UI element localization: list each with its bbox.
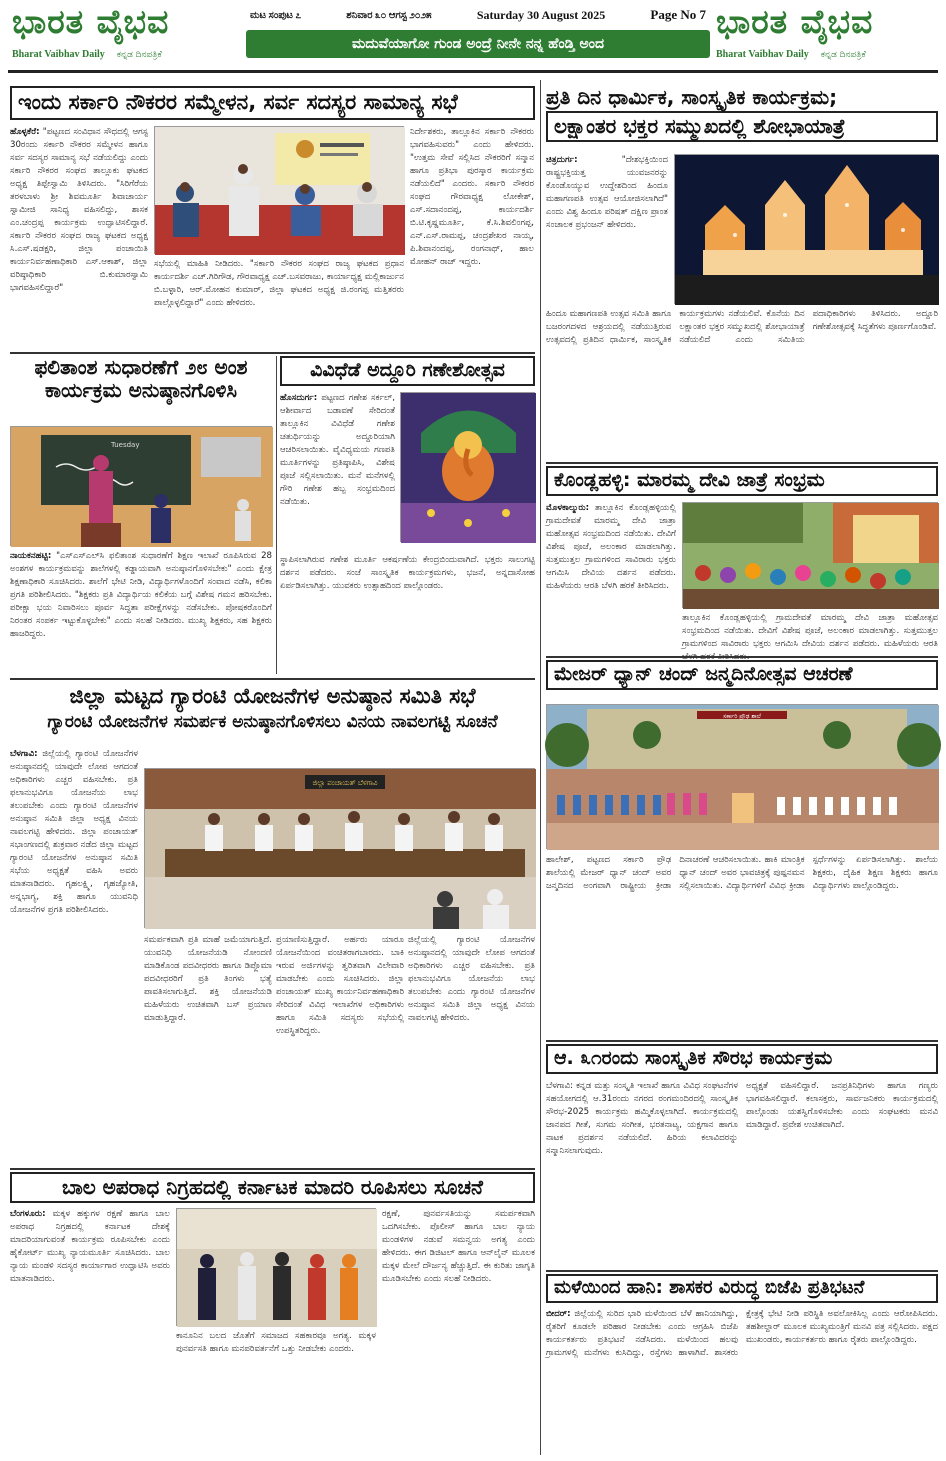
headline: ಜಿಲ್ಲಾ ಮಟ್ಟದ ಗ್ಯಾರಂಟಿ ಯೋಜನೆಗಳ ಅನುಷ್ಠಾನ ಸಮಿತಿ ಸಭೆ bbox=[69, 684, 476, 708]
headline: ಇಂದು ಸರ್ಕಾರಿ ನೌಕರರ ಸಮ್ಮೇಳನ, ಸರ್ವ ಸದಸ್ಯರ ಸಾಮಾನ್ಯ ಸಭೆ bbox=[10, 86, 535, 120]
story-text bbox=[280, 392, 395, 552]
dateline: ಚಿತ್ರದುರ್ಗ: bbox=[546, 155, 578, 165]
story-text: ನಿರ್ದೇಶಕರು, ತಾಲ್ಲೂಕಿನ ಸರ್ಕಾರಿ ನೌಕರರು ಭಾಗವಹಿಸುವರು" ಎಂದು ಹೇಳಿದರು. "ಉತ್ತಮ ಸೇವೆ ಸಲ್ಲಿಸಿದ ನೌಕರರಿಗೆ ಸನ್ಮಾನ ಹಾಗೂ ಪ್ರತಿಭಾ ಪುರಸ್ಕಾರ ಕಾರ್ಯಕ್ರಮ ನಡೆಯಲಿದೆ" ಎಂದರು. ಸರ್ಕಾರಿ ನೌಕರರ ಸಂಘದ ಗೌರವಾಧ್ಯಕ್ಷ ಲೋಕೇಶ್, ಎಸ್.ಸದಾನಂದಪ್ಪ, ಕಾರ್ಯದರ್ಶಿ ಬಿ.ಟಿ.ಕೃಷ್ಣಮೂರ್ತಿ, ಕೆ.ಸಿ.ಶಿವಲಿಂಗಪ್ಪ, ಎನ್.ಎಸ್.ರಾಮಪ್ಪ, ಚಂದ್ರಶೇಖರ ನಾಯ್ಕ, ಪಿ.ಶಿವಾನಂದಪ್ಪ, ರಂಗನಾಥ್, ಹಾಲ ಮೋಹನ್ ರಾಜ್ ಇದ್ದರು. bbox=[410, 127, 534, 267]
officials-meeting-photo bbox=[154, 126, 404, 254]
subheadline: ಗ್ಯಾರಂಟಿ ಯೋಜನೆಗಳ ಸಮರ್ಪಕ ಅನುಷ್ಠಾನಗೊಳಿಸಲು ವಿನಯ ನಾವಲಗಟ್ಟಿ ಸೂಚನೆ bbox=[47, 712, 498, 733]
story-text bbox=[546, 154, 668, 304]
headline: ಮೇಜರ್ ಧ್ಯಾನ್ ಚಂದ್ ಜನ್ಮದಿನೋತ್ಸವ ಆಚರಣೆ bbox=[546, 660, 938, 690]
headline: ಆ. ೩೧ರಂದು ಸಾಂಸ್ಕೃತಿಕ ಸೌರಭ ಕಾರ್ಯಕ್ರಮ bbox=[546, 1044, 938, 1074]
dateline: ಬೀದರ್: bbox=[546, 1309, 571, 1319]
story-text: ಕಾನೂನಿನ ಬಲದ ಜೊತೆಗೆ ಸಮಾಜದ ಸಹಕಾರವೂ ಅಗತ್ಯ. ಮಕ್ಕಳ ಪುನರ್ವಸತಿ ಹಾಗೂ ಮನಪರಿವರ್ತನೆಗೆ ಒತ್ತು ನೀಡಬೇಕು ಎಂದರು. bbox=[176, 1331, 376, 1354]
section-rule bbox=[10, 352, 535, 354]
tagline-banner: ಮದುವೆಯಾಗೋ ಗುಂಡ ಅಂದ್ರೆ ನೀನೇ ನನ್ನ ಹೆಂಡ್ತಿ ಅಂದ bbox=[246, 30, 710, 58]
dateline: ನಾಯಕನಹಟ್ಟಿ: bbox=[10, 551, 52, 561]
issue-date-kannada: ಶನಿವಾರ ೩೦ ಆಗಸ್ಟ ೨೦೨೫ bbox=[346, 9, 432, 21]
jatre-crowd-photo bbox=[682, 502, 938, 608]
dateline: ಬೆಂಗಳೂರು: bbox=[10, 1209, 46, 1219]
board-text: Tuesday bbox=[111, 441, 140, 449]
story-text bbox=[10, 1208, 170, 1456]
headline: ಬಾಲ ಅಪರಾಧ ನಿಗ್ರಹದಲ್ಲಿ ಕರ್ನಾಟಕ ಮಾದರಿ ರೂಪಿಸಲು ಸೂಚನೆ bbox=[10, 1172, 535, 1203]
newspaper-logo-right bbox=[716, 2, 946, 64]
story-text bbox=[10, 748, 138, 1162]
story-text bbox=[546, 1308, 938, 1456]
section-rule bbox=[10, 678, 535, 680]
logo-subtitle: Bharat Vaibhav Daily bbox=[716, 49, 809, 60]
story-text: ಅಧ್ಯಕ್ಷತೆ ವಹಿಸಲಿದ್ದಾರೆ. ಜನಪ್ರತಿನಿಧಿಗಳು ಹಾಗೂ ಗಣ್ಯರು ಭಾಗವಹಿಸಲಿದ್ದಾರೆ. ಕಲಾಸಕ್ತರು, ಸಾರ್ವಜನಿಕರು ಕಾರ್ಯಕ್ರಮದಲ್ಲಿ ಪಾಲ್ಗೊಂಡು ಯಶಸ್ವಿಗೊಳಿಸಬೇಕು ಎಂದು ಸಂಘಟಕರು ಮನವಿ ಮಾಡಿದ್ದಾರೆ. ಪ್ರವೇಶ ಉಚಿತವಾಗಿದೆ. bbox=[746, 1081, 938, 1130]
story-body: ಜಿಲ್ಲೆಯಲ್ಲಿ ಸುರಿದ ಭಾರಿ ಮಳೆಯಿಂದ ಬೆಳೆ ಹಾನಿಯಾಗಿದ್ದು, ರೈತರಿಗೆ ಕೂಡಲೇ ಪರಿಹಾರ ನೀಡಬೇಕು ಎಂದು ಆಗ್ರಹಿಸಿ ಬಿಜೆಪಿ ಕಾರ್ಯಕರ್ತರು ಪ್ರತಿಭಟನೆ ನಡೆಸಿದರು. ಮಳೆಯಿಂದ ಹಲವು ಗ್ರಾಮಗಳಲ್ಲಿ ಮನೆಗಳು ಕುಸಿದಿದ್ದು, ರಸ್ತೆಗಳು ಹಾಳಾಗಿವೆ. ಶಾಸಕರು ಕ್ಷೇತ್ರಕ್ಕೆ ಭೇಟಿ ನೀಡಿ ಪರಿಸ್ಥಿತಿ ಅವಲೋಕಿಸಿಲ್ಲ ಎಂದು ಆರೋಪಿಸಿದರು. ತಹಶೀಲ್ದಾರ್ ಮೂಲಕ ಮುಖ್ಯಮಂತ್ರಿಗೆ ಮನವಿ ಪತ್ರ ಸಲ್ಲಿಸಿದರು. ಪಕ್ಷದ ಮುಖಂಡರು, ಕಾರ್ಯಕರ್ತರು ಹಾಗೂ ರೈತರು ಪಾಲ್ಗೊಂಡಿದ್ದರು. bbox=[546, 1309, 938, 1358]
story-text bbox=[10, 550, 272, 672]
story-text: ಸಭೆಯಲ್ಲಿ ಮಾಹಿತಿ ನೀಡಿದರು. "ಸರ್ಕಾರಿ ನೌಕರರ ಸಂಘದ ರಾಜ್ಯ ಘಟಕದ ಪ್ರಧಾನ ಕಾರ್ಯದರ್ಶಿ ಎಚ್.ಗಿರಿಗೌಡ, ಗೌರವಾಧ್ಯಕ್ಷ ಎಚ್.ಬಸವರಾಜು, ಕಾರ್ಯಾಧ್ಯಕ್ಷ ಮಲ್ಲಿಕಾರ್ಜುನ ಬಿ.ಬಳ್ಳಾರಿ, ಆರ್.ಮೋಹನ ಕುಮಾರ್, ಜಿಲ್ಲಾ ಘಟಕದ ಅಧ್ಯಕ್ಷ ಜಿ.ರಂಗಪ್ಪ ಮತ್ತಿತರರು ಪಾಲ್ಗೊಳ್ಳಲಿದ್ದಾರೆ" ಎಂದು ಹೇಳಿದರು. bbox=[154, 259, 404, 308]
section-rule bbox=[546, 1040, 938, 1042]
headline: ಮಳೆಯಿಂದ ಹಾನಿ: ಶಾಸಕರ ವಿರುದ್ಧ ಬಿಜೆಪಿ ಪ್ರತಿಭಟನೆ bbox=[546, 1274, 938, 1303]
issue-volume: ಮಟ ಸಂಪುಟ ೭ bbox=[250, 9, 302, 21]
logo-subtitle-kannada: ಕನ್ನಡ ದಿನಪತ್ರಿಕೆ bbox=[116, 50, 162, 60]
headline-line-2: ಲಕ್ಷಾಂತರ ಭಕ್ತರ ಸಮ್ಮುಖದಲ್ಲಿ ಶೋಭಾಯಾತ್ರೆ bbox=[546, 111, 938, 142]
headline-line-1: ಫಲಿತಾಂಶ ಸುಧಾರಣೆಗೆ ೨೮ ಅಂಶ bbox=[34, 355, 248, 379]
story-text bbox=[546, 502, 676, 650]
story-body: ಪಟ್ಟಣದ ಗಣೇಶ ಸರ್ಕಲ್, ಆಶೀರ್ವಾದ ಬಡಾವಣೆ ಸೇರಿದಂತೆ ತಾಲ್ಲೂಕಿನ ವಿವಿಧೆಡೆ ಗಣೇಶ ಚತುರ್ಥಿಯನ್ನು ಅದ್ದೂರಿಯಾಗಿ ಆಚರಿಸಲಾಯಿತು. ವೈವಿಧ್ಯಮಯ ಗಣಪತಿ ಮೂರ್ತಿಗಳನ್ನು ಪ್ರತಿಷ್ಠಾಪಿಸಿ, ವಿಶೇಷ ಪೂಜೆ ಸಲ್ಲಿಸಲಾಯಿತು. ಮನೆ ಮನೆಗಳಲ್ಲಿ ಗೌರಿ ಗಣೇಶ ಹಬ್ಬ ಸಂಭ್ರಮದಿಂದ ನಡೆಯಿತು. bbox=[280, 393, 396, 507]
story-text: ಹಾಲೇಶ್, ಪಟ್ಟಣದ ಸರ್ಕಾರಿ ಪ್ರೌಢ ಶಾಲೆಯಲ್ಲಿ ಮೇಜರ್ ಧ್ಯಾನ್ ಚಂದ್ ಅವರ ಜನ್ಮದಿನದ ಅಂಗವಾಗಿ ರಾಷ್ಟ್ರೀಯ ಕ್ರೀಡಾ ದಿನಾಚರಣೆ ಆಚರಿಸಲಾಯಿತು. ಹಾಕಿ ಮಾಂತ್ರಿಕ ಧ್ಯಾನ್ ಚಂದ್ ಅವರ ಭಾವಚಿತ್ರಕ್ಕೆ ಪುಷ್ಪನಮನ ಸಲ್ಲಿಸಲಾಯಿತು. ವಿದ್ಯಾರ್ಥಿಗಳಿಗೆ ವಿವಿಧ ಕ್ರೀಡಾ ಸ್ಪರ್ಧೆಗಳನ್ನು ಏರ್ಪಡಿಸಲಾಗಿತ್ತು. ಶಾಲೆಯ ಶಿಕ್ಷಕರು, ದೈಹಿಕ ಶಿಕ್ಷಣ ಶಿಕ್ಷಕರು ಹಾಗೂ ವಿದ್ಯಾರ್ಥಿಗಳು ಪಾಲ್ಗೊಂಡಿದ್ದರು. bbox=[546, 855, 938, 891]
meeting-board-text: ಜಿಲ್ಲಾ ಪಂಚಾಯತ್ ಬೆಳಗಾವಿ bbox=[312, 779, 378, 787]
story-dhyan-chand bbox=[546, 660, 938, 1036]
headline: ವಿವಿಧೆಡೆ ಅದ್ದೂರಿ ಗಣೇಶೋತ್ಸವ bbox=[280, 356, 535, 386]
classroom-photo bbox=[10, 426, 272, 546]
masthead-rule bbox=[8, 70, 938, 73]
story-body: ಮಕ್ಕಳ ಹಕ್ಕುಗಳ ರಕ್ಷಣೆ ಹಾಗೂ ಬಾಲ ಅಪರಾಧ ನಿಗ್ರಹದಲ್ಲಿ ಕರ್ನಾಟಕ ದೇಶಕ್ಕೆ ಮಾದರಿಯಾಗುವಂತೆ ಕಾರ್ಯಕ್ರಮ ರೂಪಿಸಬೇಕು ಎಂದು ಹೈಕೋರ್ಟ್ ಮುಖ್ಯ ನ್ಯಾಯಮೂರ್ತಿ ಸೂಚಿಸಿದರು. ಬಾಲ ನ್ಯಾಯ ಮಂಡಳಿ ಸದಸ್ಯರ ಕಾರ್ಯಾಗಾರ ಉದ್ಘಾಟಿಸಿ ಅವರು ಮಾತನಾಡಿದರು. bbox=[10, 1209, 170, 1284]
story-body: ಜಿಲ್ಲಾ ಪಂಚಾಯತ್ ಸಭಾಂಗಣದಲ್ಲಿ ಶುಕ್ರವಾರ ನಡೆದ ಜಿಲ್ಲಾ ಮಟ್ಟದ ಗ್ಯಾರಂಟಿ ಯೋಜನೆಗಳ ಅನುಷ್ಠಾನ ಸಮಿತಿ ಸಭೆಯ ಅಧ್ಯಕ್ಷತೆ ವಹಿಸಿ ಅವರು ಮಾತನಾಡಿದರು. ಗೃಹಲಕ್ಷ್ಮಿ, ಗೃಹಜ್ಯೋತಿ, ಅನ್ನಭಾಗ್ಯ, ಶಕ್ತಿ ಹಾಗೂ ಯುವನಿಧಿ ಯೋಜನೆಗಳ ಪ್ರಗತಿ ಪರಿಶೀಲಿಸಿದರು. bbox=[10, 827, 138, 915]
logo-subtitle-kannada: ಕನ್ನಡ ದಿನಪತ್ರಿಕೆ bbox=[820, 50, 866, 60]
award-ceremony-photo bbox=[176, 1208, 376, 1326]
story-maramma-jatre bbox=[546, 466, 938, 652]
section-rule bbox=[546, 656, 938, 658]
dateline: ಹೊಸದುರ್ಗ: bbox=[280, 393, 318, 403]
illuminated-temple-photo bbox=[674, 154, 938, 304]
story-shobhayatre bbox=[546, 86, 938, 458]
story-body: ಜಿಲ್ಲೆಯಲ್ಲಿ ಗ್ಯಾರಂಟಿ ಯೋಜನೆಗಳ ಅನುಷ್ಠಾನದಲ್ಲಿ ಯಾವುದೇ ಲೋಪ ಆಗದಂತೆ ಅಧಿಕಾರಿಗಳು ಎಚ್ಚರ ವಹಿಸಬೇಕು. ಪ್ರತಿ ಫಲಾನುಭವಿಗೂ ಯೋಜನೆಯ ಲಾಭ ತಲುಪಬೇಕು ಎಂದು ಗ್ಯಾರಂಟಿ ಯೋಜನೆಗಳ ಅನುಷ್ಠಾನ ಸಮಿತಿ ಜಿಲ್ಲಾ ಅಧ್ಯಕ್ಷ ವಿನಯ ನಾವಲಗಟ್ಟಿ ಹೇಳಿದರು. bbox=[10, 749, 139, 837]
story-text: ಸ್ಥಾಪಿಸಲಾಗಿರುವ ಗಣೇಶ ಮೂರ್ತಿ ಆಕರ್ಷಣೆಯ ಕೇಂದ್ರಬಿಂದುವಾಗಿದೆ. ಭಕ್ತರು ಸಾಲುಗಟ್ಟಿ ದರ್ಶನ ಪಡೆದರು. ಸಂಜೆ ಸಾಂಸ್ಕೃತಿಕ ಕಾರ್ಯಕ್ರಮಗಳು, ಭಜನೆ, ಅನ್ನದಾಸೋಹ ಏರ್ಪಡಿಸಲಾಗಿತ್ತು. ಯುವಕರು ಉತ್ಸಾಹದಿಂದ ಪಾಲ್ಗೊಂಡರು. bbox=[280, 555, 535, 591]
story-ganeshotsava bbox=[280, 356, 535, 674]
section-rule bbox=[546, 1270, 938, 1272]
story-text: ಜಿಲ್ಲೆಯಲ್ಲಿ ಗ್ಯಾರಂಟಿ ಯೋಜನೆಗಳ ಅನುಷ್ಠಾನದಲ್ಲಿ ಯಾವುದೇ ಲೋಪ ಆಗದಂತೆ ಅಧಿಕಾರಿಗಳು ಎಚ್ಚರ ವಹಿಸಬೇಕು. ಪ್ರತಿ ಫಲಾನುಭವಿಗೂ ಯೋಜನೆಯ ಲಾಭ ತಲುಪಬೇಕು ಎಂದು ಗ್ಯಾರಂಟಿ ಯೋಜನೆಗಳ ಅನುಷ್ಠಾನ ಸಮಿತಿ ಜಿಲ್ಲಾ ಅಧ್ಯಕ್ಷ ವಿನಯ ನಾವಲಗಟ್ಟಿ ಹೇಳಿದರು. bbox=[408, 935, 535, 1023]
section-rule bbox=[10, 1168, 535, 1170]
issue-date: Saturday 30 August 2025 bbox=[476, 7, 606, 22]
story-text: ಸಮರ್ಪಕವಾಗಿ ಪ್ರತಿ ಮಾಹೆ ಜಮೆಯಾಗುತ್ತಿದೆ. ಯುವನಿಧಿ ಯೋಜನೆಯಡಿ ನೋಂದಣಿ ಮಾಡಿಕೊಂಡ ಪದವೀಧರರು ಹಾಗೂ ಡಿಪ್ಲೊಮಾ ಪದವೀಧರರಿಗೆ ಪ್ರತಿ ತಿಂಗಳು ಭತ್ಯೆ ಪಾವತಿಸಲಾಗುತ್ತಿದೆ. ಶಕ್ತಿ ಯೋಜನೆಯಡಿ ಮಹಿಳೆಯರು ಉಚಿತವಾಗಿ ಬಸ್ ಪ್ರಯಾಣ ಮಾಡುತ್ತಿದ್ದಾರೆ. bbox=[144, 935, 272, 1023]
story-bjp-protest bbox=[546, 1274, 938, 1457]
dateline: ಹೊಳ್ಳಕೆರೆ: bbox=[10, 127, 40, 137]
issue-info-bar bbox=[246, 4, 710, 26]
story-body: ತಾಲ್ಲೂಕಿನ ಕೊಂಡ್ಲಹಳ್ಳಿಯಲ್ಲಿ ಗ್ರಾಮದೇವತೆ ಮಾರಮ್ಮ ದೇವಿ ಜಾತ್ರಾ ಮಹೋತ್ಸವ ಸಂಭ್ರಮದಿಂದ ನಡೆಯಿತು. ದೇವಿಗೆ ವಿಶೇಷ ಪೂಜೆ, ಅಲಂಕಾರ ಮಾಡಲಾಗಿತ್ತು. ಸುತ್ತಮುತ್ತಲ ಗ್ರಾಮಗಳಿಂದ ಸಾವಿರಾರು ಭಕ್ತರು ಆಗಮಿಸಿ ದೇವಿಯ ದರ್ಶನ ಪಡೆದರು. ಮಹಿಳೆಯರು ಆರತಿ ಬೆಳಗಿ ಹರಕೆ ತೀರಿಸಿದರು. bbox=[546, 503, 677, 591]
headline-line-2: ಕಾರ್ಯಕ್ರಮ ಅನುಷ್ಠಾನಗೊಳಿಸಿ bbox=[44, 378, 237, 402]
headline-line-1: ಪ್ರತಿ ದಿನ ಧಾರ್ಮಿಕ, ಸಾಂಸ್ಕೃತಿಕ ಕಾರ್ಯಕ್ರಮ; bbox=[546, 85, 838, 109]
section-rule bbox=[546, 462, 938, 464]
school-board-text: ಸರ್ಕಾರಿ ಪ್ರೌಢ ಶಾಲೆ bbox=[723, 713, 761, 720]
logo-title: ಭಾರತ ವೈಭವ bbox=[12, 2, 170, 41]
committee-meeting-photo bbox=[144, 768, 535, 928]
page-number: Page No 7 bbox=[650, 7, 706, 22]
column-divider bbox=[276, 356, 277, 674]
story-employees-conference bbox=[10, 86, 535, 351]
story-guarantee-schemes bbox=[10, 684, 535, 1164]
masthead bbox=[0, 0, 945, 72]
story-body: "ಪಟ್ಟಣದ ಸಂವಿಧಾನ ಸೌಧದಲ್ಲಿ ಆಗಸ್ಟ 30ರಂದು ಸರ್ಕಾರಿ ನೌಕರರ ಸಮ್ಮೇಳನ ಹಾಗೂ ಸರ್ವ ಸದಸ್ಯರ ಸಾಮಾನ್ಯ ಸಭೆ ನಡೆಯಲಿದ್ದು ಎಂದು ಸರ್ಕಾರಿ ನೌಕರರ ಸಂಘದ ತಾಲ್ಲೂಕು ಘಟಕದ ಅಧ್ಯಕ್ಷ ತಿಪ್ಪೇಸ್ವಾಮಿ ತಿಳಿಸಿದರು. "ಸಿರಿಗೆರೆಯ ತರಳಬಾಳು ಶ್ರೀ ಶಿವಮೂರ್ತಿ ಶಿವಾಚಾರ್ಯ ಸ್ವಾಮೀಜಿ ಸಾನಿಧ್ಯ ವಹಿಸಲಿದ್ದು, ಶಾಸಕ ಎಂ.ಚಂದ್ರಪ್ಪ ಕಾರ್ಯಕ್ರಮ ಉದ್ಘಾಟಿಸಲಿದ್ದಾರೆ. ಸರ್ಕಾರಿ ನೌಕರರ ಸಂಘದ ರಾಜ್ಯ ಘಟಕದ ಅಧ್ಯಕ್ಷ ಸಿ.ಎಸ್.ಷಡಕ್ಷರಿ, ಜಿಲ್ಲಾ ಪಂಚಾಯಿತಿ ಕಾರ್ಯನಿರ್ವಹಣಾಧಿಕಾರಿ ಎಸ್.ಆಕಾಶ್, ಜಿಲ್ಲಾ ವರಿಷ್ಠಾಧಿಕಾರಿ ಬಿ.ಕುಮಾರಸ್ವಾಮಿ ಭಾಗವಹಿಸಲಿದ್ದಾರೆ" bbox=[10, 127, 148, 293]
column-divider bbox=[540, 80, 541, 1455]
story-text: ಪ್ರಯಾಣಿಸುತ್ತಿದ್ದಾರೆ. ಅರ್ಹರು ಯಾರೂ ಯೋಜನೆಯಿಂದ ವಂಚಿತರಾಗಬಾರದು. ಬಾಕಿ ಇರುವ ಅರ್ಜಿಗಳನ್ನು ತ್ವರಿತವಾಗಿ ವಿಲೇವಾರಿ ಮಾಡಬೇಕು ಎಂದು ಸೂಚಿಸಿದರು. ಜಿಲ್ಲಾ ಪಂಚಾಯತ್ ಮುಖ್ಯ ಕಾರ್ಯನಿರ್ವಹಣಾಧಿಕಾರಿ ಸೇರಿದಂತೆ ವಿವಿಧ ಇಲಾಖೆಗಳ ಅಧಿಕಾರಿಗಳು ಹಾಗೂ ಸಮಿತಿ ಸದಸ್ಯರು ಸಭೆಯಲ್ಲಿ ಉಪಸ್ಥಿತರಿದ್ದರು. bbox=[276, 935, 404, 1036]
story-text: ಹಿಂದೂ ಮಹಾಗಣಪತಿ ಉತ್ಸವ ಸಮಿತಿ ಹಾಗೂ ಬಜರಂಗದಳದ ಆಶ್ರಯದಲ್ಲಿ ನಡೆಯುತ್ತಿರುವ ಉತ್ಸವದಲ್ಲಿ ಪ್ರತಿದಿನ ಧಾರ್ಮಿಕ, ಸಾಂಸ್ಕೃತಿಕ ಕಾರ್ಯಕ್ರಮಗಳು ನಡೆಯಲಿವೆ. ಕೊನೆಯ ದಿನ ಲಕ್ಷಾಂತರ ಭಕ್ತರ ಸಮ್ಮುಖದಲ್ಲಿ ಶೋಭಾಯಾತ್ರೆ ನಡೆಯಲಿದೆ ಎಂದು ಸಮಿತಿಯ ಪದಾಧಿಕಾರಿಗಳು ತಿಳಿಸಿದರು. ಅದ್ದೂರಿ ಗಣೇಶೋತ್ಸವಕ್ಕೆ ಸಿದ್ಧತೆಗಳು ಪೂರ್ಣಗೊಂಡಿವೆ. bbox=[546, 309, 938, 345]
logo-subtitle: Bharat Vaibhav Daily bbox=[12, 49, 105, 60]
dateline: ಮೊಳಕಾಲ್ಮುರು: bbox=[546, 503, 590, 513]
story-text: ತಾಲ್ಲೂಕಿನ ಕೊಂಡ್ಲಹಳ್ಳಿಯಲ್ಲಿ ಗ್ರಾಮದೇವತೆ ಮಾರಮ್ಮ ದೇವಿ ಜಾತ್ರಾ ಮಹೋತ್ಸವ ಸಂಭ್ರಮದಿಂದ ನಡೆಯಿತು. ದೇವಿಗೆ ವಿಶೇಷ ಪೂಜೆ, ಅಲಂಕಾರ ಮಾಡಲಾಗಿತ್ತು. ಸುತ್ತಮುತ್ತಲ ಗ್ರಾಮಗಳಿಂದ ಸಾವಿರಾರು ಭಕ್ತರು ಆಗಮಿಸಿ ದೇವಿಯ ದರ್ಶನ ಪಡೆದರು. ಮಹಿಳೆಯರು ಆರತಿ bbox=[682, 613, 938, 649]
ganesha-idol-photo bbox=[400, 392, 535, 542]
story-text: ಬೆಳಗಾವಿ: ಕನ್ನಡ ಮತ್ತು ಸಂಸ್ಕೃತಿ ಇಲಾಖೆ ಹಾಗೂ ವಿವಿಧ ಸಂಘಟನೆಗಳ ಸಹಯೋಗದಲ್ಲಿ ಆ.31ರಂದು ನಗರದ ರಂಗಮಂದಿರದಲ್ಲಿ ಸಾಂಸ್ಕೃತಿಕ ಸೌರಭ-2025 ಕಾರ್ಯಕ್ರಮ ಹಮ್ಮಿಕೊಳ್ಳಲಾಗಿದೆ. ಕಾರ್ಯಕ್ರಮದಲ್ಲಿ ಜಾನಪದ ಗೀತೆ, ಸುಗಮ ಸಂಗೀತ, ಭರತನಾಟ್ಯ, ಯಕ್ಷಗಾನ ಹಾಗೂ ನಾಟಕ ಪ್ರದರ್ಶನ ನಡೆಯಲಿದೆ. ಹಿರಿಯ ಕಲಾವಿದರನ್ನು ಸನ್ಮಾನಿಸಲಾಗುವುದು. bbox=[546, 1081, 738, 1156]
story-sslc-results bbox=[10, 356, 272, 674]
dateline: ಬೆಳಗಾವಿ: bbox=[10, 749, 38, 759]
masthead-center bbox=[246, 4, 710, 62]
newspaper-logo-left bbox=[12, 2, 242, 64]
story-text bbox=[10, 126, 148, 348]
school-assembly-photo bbox=[546, 704, 938, 849]
story-body: "ಎಸ್ಎಸ್ಎಲ್‌ಸಿ ಫಲಿತಾಂಶ ಸುಧಾರಣೆಗೆ ಶಿಕ್ಷಣ ಇಲಾಖೆ ರೂಪಿಸಿರುವ 28 ಅಂಶಗಳ ಕಾರ್ಯಕ್ರಮವನ್ನು ಶಾಲೆಗಳಲ್ಲಿ ಕಡ್ಡಾಯವಾಗಿ ಅನುಷ್ಠಾನಗೊಳಿಸಬೇಕು" ಎಂದು ಕ್ಷೇತ್ರ ಶಿಕ್ಷಣಾಧಿಕಾರಿ ಸೂಚಿಸಿದರು. ಶಾಲೆಗೆ ಭೇಟಿ ನೀಡಿ, ವಿದ್ಯಾರ್ಥಿಗಳೊಂದಿಗೆ ಸಂವಾದ ನಡೆಸಿ, ಕಲಿಕಾ ಪ್ರಗತಿ ಪರಿಶೀಲಿಸಿದರು. "ಶಿಕ್ಷಕರು ಪ್ರತಿ ವಿದ್ಯಾರ್ಥಿಯ ಕಲಿಕೆಯ ಬಗ್ಗೆ ವಿಶೇಷ ಗಮನ ಹರಿಸಬೇಕು. ಪರೀಕ್ಷಾ ಭಯ ನಿವಾರಿಸಲು ಪೂರ್ವ ಸಿದ್ಧತಾ ಪರೀಕ್ಷೆಗಳನ್ನು ನಡೆಸಬೇಕು. ಪೋಷಕರೊಂದಿಗೆ ನಿರಂತರ ಸಂಪರ್ಕ ಇಟ್ಟುಕೊಳ್ಳಬೇಕು" ಎಂದು ಸಲಹೆ ನೀಡಿದರು. ಮುಖ್ಯ ಶಿಕ್ಷಕರು, ಸಹ ಶಿಕ್ಷಕರು ಹಾಜರಿದ್ದರು. bbox=[10, 551, 272, 639]
story-body: "ದೇಶಭಕ್ತಿಯಿಂದ ರಾಷ್ಟ್ರಭಕ್ತಿಯತ್ತ ಯುವಜನರನ್ನು ಕೊಂಡೊಯ್ಯುವ ಉದ್ದೇಶದಿಂದ ಹಿಂದೂ ಮಹಾಗಣಪತಿ ಉತ್ಸವ ಆಯೋಜಿಸಲಾಗಿದೆ" ಎಂದು ವಿಶ್ವ ಹಿಂದೂ ಪರಿಷತ್ ದಕ್ಷಿಣ ಪ್ರಾಂತ ಸಂಚಾಲಕ ಪ್ರಭಂಜನ್ ಹೇಳಿದರು. bbox=[546, 155, 668, 230]
headline: ಕೊಂಡ್ಲಹಳ್ಳಿ: ಮಾರಮ್ಮ ದೇವಿ ಜಾತ್ರೆ ಸಂಭ್ರಮ bbox=[546, 466, 938, 496]
story-text: ರಕ್ಷಣೆ, ಪುನರ್ವಸತಿಯನ್ನು ಸಮರ್ಪಕವಾಗಿ ಒದಗಿಸಬೇಕು. ಪೊಲೀಸ್ ಹಾಗೂ ಬಾಲ ನ್ಯಾಯ ಮಂಡಳಿಗಳ ನಡುವೆ ಸಮನ್ವಯ ಅಗತ್ಯ ಎಂದು ಹೇಳಿದರು. ಈಗ ಡಿಜಿಟಲ್ ಹಾಗೂ ಆನ್‌ಲೈನ್ ಮೂಲಕ ಮಕ್ಕಳ ಮೇಲೆ ದೌರ್ಜನ್ಯ ಹೆಚ್ಚುತ್ತಿದೆ. ಈ ಕುರಿತು ಜಾಗೃತಿ ಮೂಡಿಸಬೇಕು ಎಂದು ಸಲಹೆ ನೀಡಿದರು. bbox=[382, 1209, 535, 1284]
logo-title: ಭಾರತ ವೈಭವ bbox=[716, 2, 874, 41]
story-juvenile-crime bbox=[10, 1172, 535, 1457]
story-cultural-programme bbox=[546, 1044, 938, 1266]
